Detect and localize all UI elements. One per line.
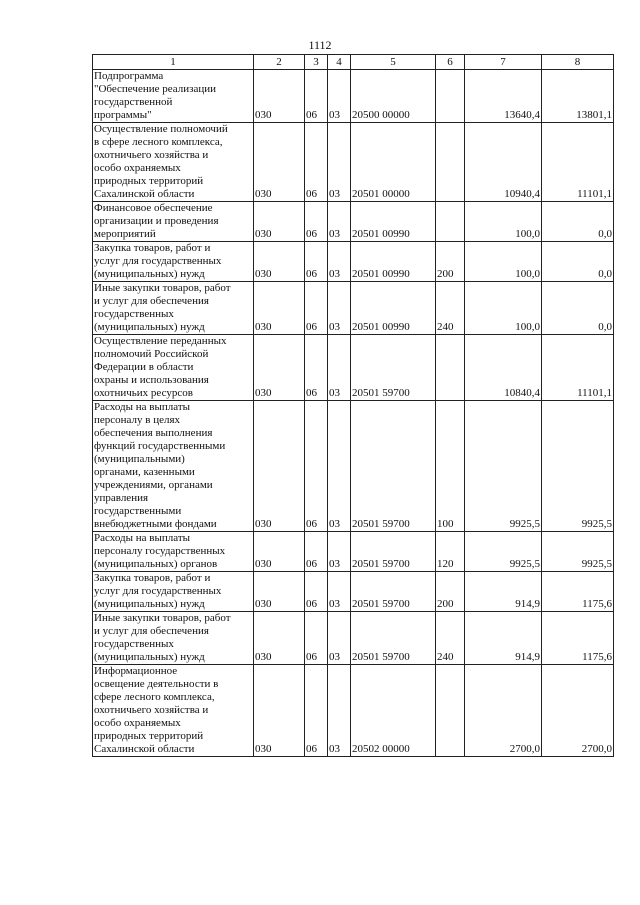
table-row [93, 70, 614, 123]
row-code-admin: 030 [254, 282, 305, 335]
table-row [93, 401, 614, 532]
row-code-expense-type: 240 [436, 282, 465, 335]
row-code-target: 20501 00990 [351, 242, 436, 282]
row-code-target: 20501 00000 [351, 123, 436, 202]
row-code-subsection: 03 [328, 612, 351, 665]
row-code-section: 06 [305, 612, 328, 665]
table-body [93, 70, 614, 757]
row-name: Расходы на выплаты персоналу в целях обеспечения выполнения функций государственными (муниципальными) органами, казенными учреждениями, органами управления государственными внебюджетными фондами [93, 401, 254, 532]
table-row [93, 665, 614, 757]
row-code-section: 06 [305, 335, 328, 401]
row-code-expense-type [436, 123, 465, 202]
row-code-subsection: 03 [328, 401, 351, 532]
budget-table [92, 54, 614, 757]
row-code-expense-type [436, 70, 465, 123]
row-code-admin: 030 [254, 532, 305, 572]
row-name: Иные закупки товаров, работ и услуг для обеспечения государственных (муниципальных) нужд [93, 612, 254, 665]
row-code-admin: 030 [254, 665, 305, 757]
table-row [93, 335, 614, 401]
row-code-target: 20501 59700 [351, 532, 436, 572]
row-code-target: 20501 00990 [351, 282, 436, 335]
table-row [93, 242, 614, 282]
row-amount-year2: 9925,5 [542, 401, 614, 532]
row-code-target: 20502 00000 [351, 665, 436, 757]
col-header-3: 3 [305, 55, 328, 70]
row-code-expense-type [436, 665, 465, 757]
col-header-8: 8 [542, 55, 614, 70]
table-row [93, 202, 614, 242]
row-code-target: 20501 00990 [351, 202, 436, 242]
row-code-subsection: 03 [328, 70, 351, 123]
row-name: Финансовое обеспечение организации и проведения мероприятий [93, 202, 254, 242]
table-row [93, 612, 614, 665]
row-amount-year2: 0,0 [542, 282, 614, 335]
row-name: Закупка товаров, работ и услуг для государственных (муниципальных) нужд [93, 242, 254, 282]
row-amount-year2: 0,0 [542, 202, 614, 242]
row-code-section: 06 [305, 572, 328, 612]
row-code-expense-type [436, 202, 465, 242]
row-amount-year1: 100,0 [465, 202, 542, 242]
col-header-2: 2 [254, 55, 305, 70]
row-amount-year2: 2700,0 [542, 665, 614, 757]
row-amount-year1: 10840,4 [465, 335, 542, 401]
row-amount-year2: 1175,6 [542, 572, 614, 612]
row-amount-year2: 13801,1 [542, 70, 614, 123]
row-code-section: 06 [305, 242, 328, 282]
row-code-admin: 030 [254, 335, 305, 401]
row-amount-year1: 100,0 [465, 242, 542, 282]
row-code-section: 06 [305, 665, 328, 757]
row-code-subsection: 03 [328, 665, 351, 757]
row-name: Расходы на выплаты персоналу государственных (муниципальных) органов [93, 532, 254, 572]
row-code-subsection: 03 [328, 532, 351, 572]
row-code-admin: 030 [254, 572, 305, 612]
row-amount-year2: 1175,6 [542, 612, 614, 665]
row-code-admin: 030 [254, 123, 305, 202]
row-amount-year1: 914,9 [465, 572, 542, 612]
row-code-target: 20501 59700 [351, 572, 436, 612]
row-amount-year2: 9925,5 [542, 532, 614, 572]
row-code-expense-type: 200 [436, 242, 465, 282]
row-amount-year1: 9925,5 [465, 532, 542, 572]
table-row [93, 282, 614, 335]
row-name: Осуществление полномочий в сфере лесного комплекса, охотничьего хозяйства и особо охраняемых природных территорий Сахалинской области [93, 123, 254, 202]
page-number: 1112 [308, 38, 332, 52]
row-code-subsection: 03 [328, 202, 351, 242]
row-code-expense-type: 100 [436, 401, 465, 532]
row-amount-year2: 11101,1 [542, 335, 614, 401]
row-name: Осуществление переданных полномочий Российской Федерации в области охраны и использования охотничьих ресурсов [93, 335, 254, 401]
row-code-section: 06 [305, 401, 328, 532]
row-code-admin: 030 [254, 202, 305, 242]
row-code-subsection: 03 [328, 123, 351, 202]
row-code-section: 06 [305, 202, 328, 242]
row-amount-year1: 10940,4 [465, 123, 542, 202]
row-code-section: 06 [305, 532, 328, 572]
row-amount-year1: 13640,4 [465, 70, 542, 123]
row-code-section: 06 [305, 70, 328, 123]
row-amount-year2: 11101,1 [542, 123, 614, 202]
row-name: Информационное освещение деятельности в сфере лесного комплекса, охотничьего хозяйства и особо охраняемых природных территорий Сахалинской области [93, 665, 254, 757]
row-code-subsection: 03 [328, 282, 351, 335]
row-name: Подпрограмма "Обеспечение реализации государственной программы" [93, 70, 254, 123]
row-code-section: 06 [305, 282, 328, 335]
row-code-admin: 030 [254, 401, 305, 532]
row-code-expense-type [436, 335, 465, 401]
table-row [93, 123, 614, 202]
col-header-7: 7 [465, 55, 542, 70]
row-code-expense-type: 120 [436, 532, 465, 572]
row-name: Иные закупки товаров, работ и услуг для обеспечения государственных (муниципальных) нужд [93, 282, 254, 335]
row-code-subsection: 03 [328, 572, 351, 612]
row-name: Закупка товаров, работ и услуг для государственных (муниципальных) нужд [93, 572, 254, 612]
row-code-target: 20501 59700 [351, 401, 436, 532]
row-code-target: 20501 59700 [351, 335, 436, 401]
row-amount-year1: 2700,0 [465, 665, 542, 757]
row-code-target: 20501 59700 [351, 612, 436, 665]
header-row [93, 55, 614, 70]
row-code-expense-type: 240 [436, 612, 465, 665]
row-amount-year1: 914,9 [465, 612, 542, 665]
row-code-subsection: 03 [328, 242, 351, 282]
row-code-section: 06 [305, 123, 328, 202]
row-amount-year1: 100,0 [465, 282, 542, 335]
col-header-4: 4 [328, 55, 351, 70]
table-row [93, 572, 614, 612]
row-code-admin: 030 [254, 70, 305, 123]
row-code-admin: 030 [254, 242, 305, 282]
col-header-6: 6 [436, 55, 465, 70]
row-code-admin: 030 [254, 612, 305, 665]
row-code-expense-type: 200 [436, 572, 465, 612]
table-row [93, 532, 614, 572]
col-header-5: 5 [351, 55, 436, 70]
row-amount-year1: 9925,5 [465, 401, 542, 532]
row-code-subsection: 03 [328, 335, 351, 401]
row-amount-year2: 0,0 [542, 242, 614, 282]
col-header-1: 1 [93, 55, 254, 70]
row-code-target: 20500 00000 [351, 70, 436, 123]
